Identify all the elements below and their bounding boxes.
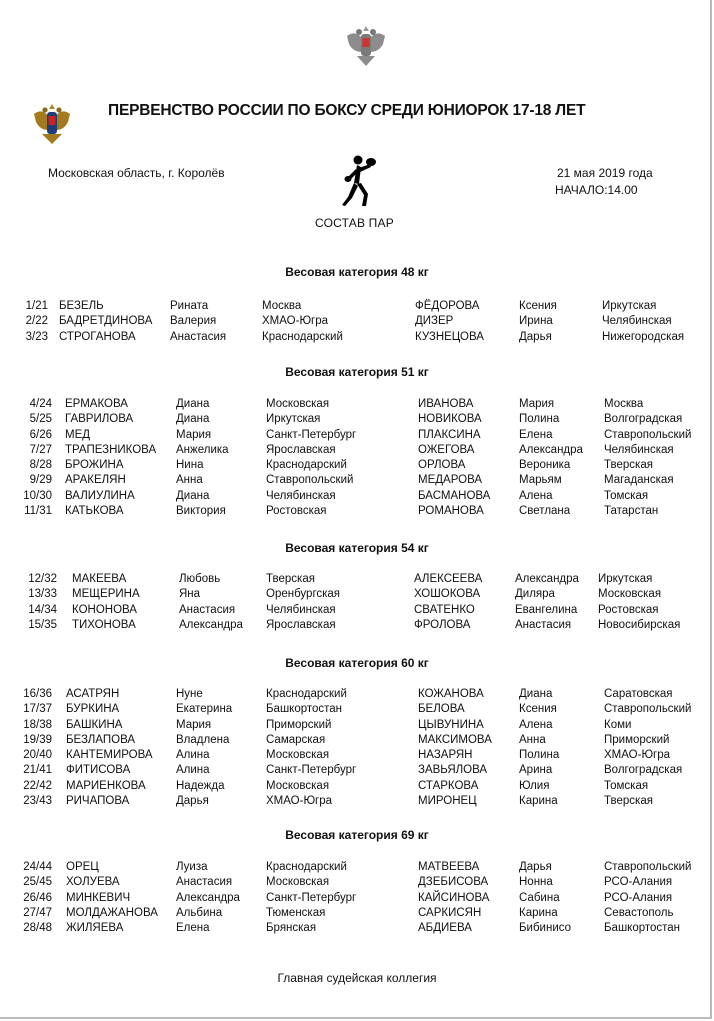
pair-row <box>0 474 714 489</box>
boxer2-region: Челябинская <box>602 315 672 328</box>
pair-number: 15/35 <box>28 618 57 631</box>
boxer2-region: Ставропольский <box>604 703 692 716</box>
boxer1-first-name: Анастасия <box>179 603 236 616</box>
pair-number: 21/41 <box>23 764 52 777</box>
pair-number: 4/24 <box>29 398 52 410</box>
boxer1-last-name: ТИХОНОВА <box>72 618 136 631</box>
boxer2-region: Татарстан <box>604 505 659 518</box>
pair-row <box>0 588 714 603</box>
boxer2-last-name: РОМАНОВА <box>418 505 484 518</box>
boxer2-region: Нижегородская <box>602 330 685 343</box>
boxer1-last-name: ХОЛУЕВА <box>66 876 120 889</box>
boxer1-region: Ставропольский <box>266 474 354 487</box>
boxer2-last-name: ФЁДОРОВА <box>415 300 480 312</box>
boxer2-first-name: Полина <box>519 413 560 426</box>
boxer2-region: Волгоградская <box>604 764 683 777</box>
pair-row <box>0 413 714 428</box>
pair-number: 19/39 <box>23 733 52 746</box>
boxer1-last-name: ВАЛИУЛИНА <box>65 489 135 502</box>
boxer-figure-icon <box>338 153 382 209</box>
pair-row <box>0 459 714 474</box>
boxer2-last-name: МАТВЕЕВА <box>418 861 480 873</box>
document-subtitle: СОСТАВ ПАР <box>315 216 394 230</box>
boxer2-first-name: Евангелина <box>515 603 578 616</box>
boxer1-first-name: Александра <box>176 891 240 904</box>
boxer2-region: ХМАО-Югра <box>604 749 671 762</box>
boxer1-region: Самарская <box>266 733 326 746</box>
boxer2-region: РСО-Алания <box>604 891 673 904</box>
pair-row <box>0 505 714 520</box>
boxer1-region: ХМАО-Югра <box>266 795 333 808</box>
boxer2-last-name: ЦЫВУНИНА <box>418 718 484 731</box>
pair-row <box>0 764 714 779</box>
boxer2-last-name: МАКСИМОВА <box>418 733 492 746</box>
boxer2-region: Башкортостан <box>604 922 681 935</box>
boxer2-first-name: Диляра <box>515 588 555 601</box>
boxer2-first-name: Ксения <box>519 703 557 716</box>
page-title: ПЕРВЕНСТВО РОССИИ ПО БОКСУ СРЕДИ ЮНИОРОК 17-18 ЛЕТ <box>108 102 586 119</box>
boxer1-last-name: БРОЖИНА <box>65 459 124 472</box>
boxer1-last-name: ЕРМАКОВА <box>65 398 128 410</box>
boxer2-region: Ставропольский <box>604 428 692 441</box>
boxer1-region: Ростовская <box>266 505 327 518</box>
boxer2-region: Тверская <box>604 459 653 472</box>
boxer2-region: Новосибирская <box>598 618 681 631</box>
boxer1-first-name: Диана <box>176 398 210 410</box>
russian-eagle-emblem-icon <box>343 22 389 70</box>
pairs-table <box>0 861 714 937</box>
boxer2-region: Волгоградская <box>604 413 683 426</box>
boxer1-first-name: Нуне <box>176 688 203 700</box>
boxer2-last-name: АЛЕКСЕЕВА <box>414 573 483 585</box>
boxer2-region: Челябинская <box>604 443 674 456</box>
boxer1-region: Ярославская <box>266 618 336 631</box>
boxer1-last-name: ЖИЛЯЕВА <box>66 922 124 935</box>
boxer2-first-name: Анастасия <box>515 618 572 631</box>
event-location: Московская область, г. Королёв <box>48 166 225 180</box>
pair-number: 9/29 <box>29 474 52 487</box>
boxer2-region: Ростовская <box>598 603 659 616</box>
boxer2-last-name: ФРОЛОВА <box>414 618 471 631</box>
boxer2-region: Коми <box>604 718 632 731</box>
pair-number: 14/34 <box>28 603 57 616</box>
boxer2-last-name: КАЙСИНОВА <box>418 891 490 904</box>
boxer2-last-name: БЕЛОВА <box>418 703 465 716</box>
boxer2-last-name: ОЖЕГОВА <box>418 443 475 456</box>
boxer1-region: Краснодарский <box>266 861 347 873</box>
pair-row <box>0 734 714 749</box>
boxer2-first-name: Полина <box>519 749 560 762</box>
boxer2-last-name: ХОШОКОВА <box>414 588 481 601</box>
boxer1-first-name: Елена <box>176 922 210 935</box>
pair-number: 13/33 <box>28 588 57 601</box>
boxer2-region: РСО-Алания <box>604 876 673 889</box>
pair-number: 27/47 <box>23 906 52 919</box>
boxer1-first-name: Виктория <box>176 505 226 518</box>
boxer1-last-name: МЕЩЕРИНА <box>72 588 140 601</box>
boxer1-first-name: Мария <box>176 428 212 441</box>
pair-row <box>0 892 714 907</box>
boxer1-last-name: АСАТРЯН <box>66 688 120 700</box>
pair-number: 17/37 <box>23 703 52 716</box>
boxer1-region: Москва <box>262 300 302 312</box>
boxer2-first-name: Карина <box>519 906 558 919</box>
boxer1-region: Санкт-Петербург <box>266 428 357 441</box>
boxer1-last-name: МИНКЕВИЧ <box>66 891 131 904</box>
pair-row <box>0 688 714 703</box>
boxer2-first-name: Анна <box>519 733 546 746</box>
boxer1-last-name: ГАВРИЛОВА <box>65 413 134 426</box>
boxer1-region: Ярославская <box>266 443 336 456</box>
boxer1-first-name: Яна <box>179 588 201 601</box>
event-start-time: НАЧАЛО:14.00 <box>555 183 638 197</box>
pair-number: 6/26 <box>29 428 52 441</box>
boxer1-first-name: Рината <box>170 300 209 312</box>
boxer2-first-name: Диана <box>519 688 553 700</box>
pair-row <box>0 444 714 459</box>
boxer2-first-name: Александра <box>515 573 579 585</box>
boxer1-region: Краснодарский <box>266 688 347 700</box>
boxer1-first-name: Диана <box>176 413 210 426</box>
boxer2-region: Магаданская <box>604 474 674 487</box>
pairs-table <box>0 300 714 346</box>
boxer1-region: Иркутская <box>266 413 321 426</box>
boxer2-region: Иркутская <box>602 300 657 312</box>
pair-number: 7/27 <box>29 443 52 456</box>
boxer1-last-name: БАШКИНА <box>66 718 123 731</box>
event-date: 21 мая 2019 года <box>557 166 653 180</box>
boxer1-region: ХМАО-Югра <box>262 315 329 328</box>
pair-number: 10/30 <box>23 489 52 502</box>
boxer2-region: Томская <box>604 779 649 792</box>
boxer1-region: Санкт-Петербург <box>266 891 357 904</box>
boxer1-region: Оренбургская <box>266 588 341 601</box>
boxer2-first-name: Бибинисо <box>519 922 572 935</box>
boxer2-region: Ставропольский <box>604 861 692 873</box>
boxer1-first-name: Дарья <box>176 795 209 808</box>
boxer2-first-name: Марьям <box>519 474 562 487</box>
boxer2-first-name: Дарья <box>519 861 552 873</box>
boxer2-first-name: Карина <box>519 795 558 808</box>
boxer2-last-name: САРКИСЯН <box>418 906 482 919</box>
boxer2-last-name: НОВИКОВА <box>418 413 482 426</box>
boxer2-region: Иркутская <box>598 573 653 585</box>
pairs-table <box>0 573 714 634</box>
boxer1-first-name: Анжелика <box>176 443 229 456</box>
pair-row <box>0 300 714 315</box>
pair-row <box>0 604 714 619</box>
boxer2-region: Саратовская <box>604 688 673 700</box>
boxer1-first-name: Альбина <box>176 906 223 919</box>
pair-number: 3/23 <box>25 330 48 343</box>
weight-category-title: Весовая категория 54 кг <box>285 541 429 555</box>
boxer2-first-name: Ксения <box>519 300 557 312</box>
pair-row <box>0 861 714 876</box>
boxer1-region: Челябинская <box>266 489 336 502</box>
boxer1-first-name: Надежда <box>176 779 225 792</box>
boxer2-first-name: Юлия <box>519 779 550 792</box>
boxer1-region: Московская <box>266 398 330 410</box>
boxer1-last-name: БУРКИНА <box>66 703 120 716</box>
pair-row <box>0 719 714 734</box>
boxer2-last-name: СТАРКОВА <box>418 779 479 792</box>
russian-eagle-emblem-icon <box>32 102 72 146</box>
pair-number: 23/43 <box>23 795 52 808</box>
pair-row <box>0 490 714 505</box>
boxer1-first-name: Анастасия <box>170 330 227 343</box>
pair-number: 5/25 <box>29 413 52 426</box>
pair-row <box>0 619 714 634</box>
boxer1-last-name: МАРИЕНКОВА <box>66 779 146 792</box>
pairs-table <box>0 688 714 810</box>
boxer1-region: Краснодарский <box>266 459 347 472</box>
boxer2-last-name: ДЗЕБИСОВА <box>418 876 489 889</box>
pair-number: 12/32 <box>28 573 57 585</box>
boxer1-region: Московская <box>266 749 330 762</box>
boxer2-first-name: Сабина <box>519 891 560 904</box>
boxer1-region: Краснодарский <box>262 330 343 343</box>
boxer2-last-name: ИВАНОВА <box>418 398 474 410</box>
boxer1-first-name: Алина <box>176 764 210 777</box>
pair-row <box>0 703 714 718</box>
boxer1-region: Московская <box>266 876 330 889</box>
boxer1-last-name: БАДРЕТДИНОВА <box>59 315 153 328</box>
pair-row <box>0 315 714 330</box>
pair-number: 2/22 <box>25 315 48 328</box>
boxer1-first-name: Владлена <box>176 733 230 746</box>
boxer1-region: Приморский <box>266 718 332 731</box>
boxer1-last-name: КАТЬКОВА <box>65 505 124 518</box>
pair-number: 16/36 <box>23 688 52 700</box>
boxer1-region: Московская <box>266 779 330 792</box>
boxer2-region: Приморский <box>604 733 670 746</box>
boxer2-last-name: МИРОНЕЦ <box>418 795 477 808</box>
boxer2-first-name: Дарья <box>519 330 552 343</box>
boxer2-last-name: КОЖАНОВА <box>418 688 484 700</box>
boxer2-last-name: БАСМАНОВА <box>418 489 491 502</box>
boxer2-first-name: Елена <box>519 428 553 441</box>
boxer2-last-name: ЗАВЬЯЛОВА <box>418 764 488 777</box>
boxer1-first-name: Диана <box>176 489 210 502</box>
boxer2-last-name: ОРЛОВА <box>418 459 466 472</box>
boxer2-first-name: Вероника <box>519 459 571 472</box>
pair-row <box>0 907 714 922</box>
boxer1-last-name: ФИТИСОВА <box>66 764 131 777</box>
pair-row <box>0 922 714 937</box>
footer-signature: Главная судейская коллегия <box>277 971 437 985</box>
boxer1-region: Тверская <box>266 573 315 585</box>
boxer1-first-name: Алина <box>176 749 210 762</box>
pair-number: 24/44 <box>23 861 52 873</box>
boxer2-region: Москва <box>604 398 644 410</box>
pair-row <box>0 398 714 413</box>
boxer1-last-name: МЕД <box>65 428 91 441</box>
boxer1-last-name: МОЛДАЖАНОВА <box>66 906 158 919</box>
pair-row <box>0 429 714 444</box>
boxer1-last-name: ОРЕЦ <box>66 861 99 873</box>
pair-row <box>0 331 714 346</box>
boxer1-first-name: Александра <box>179 618 243 631</box>
pair-row <box>0 876 714 891</box>
boxer2-region: Тверская <box>604 795 653 808</box>
weight-category-title: Весовая категория 48 кг <box>285 265 429 279</box>
pair-number: 26/46 <box>23 891 52 904</box>
boxer1-last-name: ТРАПЕЗНИКОВА <box>65 443 157 456</box>
boxer1-region: Тюменская <box>266 906 326 919</box>
boxer2-first-name: Александра <box>519 443 583 456</box>
boxer2-first-name: Арина <box>519 764 553 777</box>
boxer1-region: Брянская <box>266 922 317 935</box>
pair-number: 11/31 <box>24 505 52 518</box>
boxer1-region: Санкт-Петербург <box>266 764 357 777</box>
boxer1-last-name: КАНТЕМИРОВА <box>66 749 153 762</box>
boxer2-first-name: Мария <box>519 398 555 410</box>
boxer2-last-name: ДИЗЕР <box>415 315 454 328</box>
boxer2-last-name: ПЛАКСИНА <box>418 428 481 441</box>
pair-number: 1/21 <box>25 300 48 312</box>
boxer2-first-name: Алена <box>519 489 553 502</box>
boxer2-first-name: Ирина <box>519 315 553 328</box>
boxer1-first-name: Анна <box>176 474 203 487</box>
boxer1-first-name: Екатерина <box>176 703 233 716</box>
boxer1-region: Челябинская <box>266 603 336 616</box>
boxer1-last-name: КОНОНОВА <box>72 603 137 616</box>
pair-number: 22/42 <box>23 779 52 792</box>
boxer1-last-name: АРАКЕЛЯН <box>65 474 126 487</box>
pair-row <box>0 749 714 764</box>
boxer2-region: Севастополь <box>604 906 674 919</box>
boxer1-first-name: Мария <box>176 718 212 731</box>
boxer1-last-name: БЕЗЕЛЬ <box>59 300 104 312</box>
boxer2-last-name: АБДИЕВА <box>418 922 472 935</box>
boxer2-first-name: Нонна <box>519 876 553 889</box>
boxer2-last-name: СВАТЕНКО <box>414 603 475 616</box>
boxer2-last-name: НАЗАРЯН <box>418 749 473 762</box>
boxer1-last-name: СТРОГАНОВА <box>59 330 136 343</box>
boxer1-first-name: Луиза <box>176 861 208 873</box>
boxer2-last-name: КУЗНЕЦОВА <box>415 330 484 343</box>
pairs-table <box>0 398 714 520</box>
pair-row <box>0 573 714 588</box>
boxer2-region: Томская <box>604 489 649 502</box>
pair-number: 28/48 <box>23 922 52 935</box>
boxer1-last-name: БЕЗЛАПОВА <box>66 733 136 746</box>
boxer2-first-name: Алена <box>519 718 553 731</box>
boxer1-first-name: Анастасия <box>176 876 233 889</box>
boxer1-last-name: МАКЕЕВА <box>72 573 127 585</box>
pair-number: 18/38 <box>23 718 52 731</box>
boxer1-last-name: РИЧАПОВА <box>66 795 130 808</box>
weight-category-title: Весовая категория 60 кг <box>285 656 429 670</box>
weight-category-title: Весовая категория 51 кг <box>285 365 429 379</box>
boxer2-region: Московская <box>598 588 662 601</box>
boxer1-first-name: Валерия <box>170 315 217 328</box>
pair-number: 8/28 <box>29 459 52 472</box>
boxer1-first-name: Любовь <box>179 573 221 585</box>
pair-row <box>0 780 714 795</box>
pair-number: 20/40 <box>23 749 52 762</box>
pair-row <box>0 795 714 810</box>
weight-category-title: Весовая категория 69 кг <box>285 828 429 842</box>
pair-number: 25/45 <box>23 876 52 889</box>
boxer2-first-name: Светлана <box>519 505 571 518</box>
boxer1-region: Башкортостан <box>266 703 343 716</box>
boxer2-last-name: МЕДАРОВА <box>418 474 483 487</box>
boxer1-first-name: Нина <box>176 459 204 472</box>
